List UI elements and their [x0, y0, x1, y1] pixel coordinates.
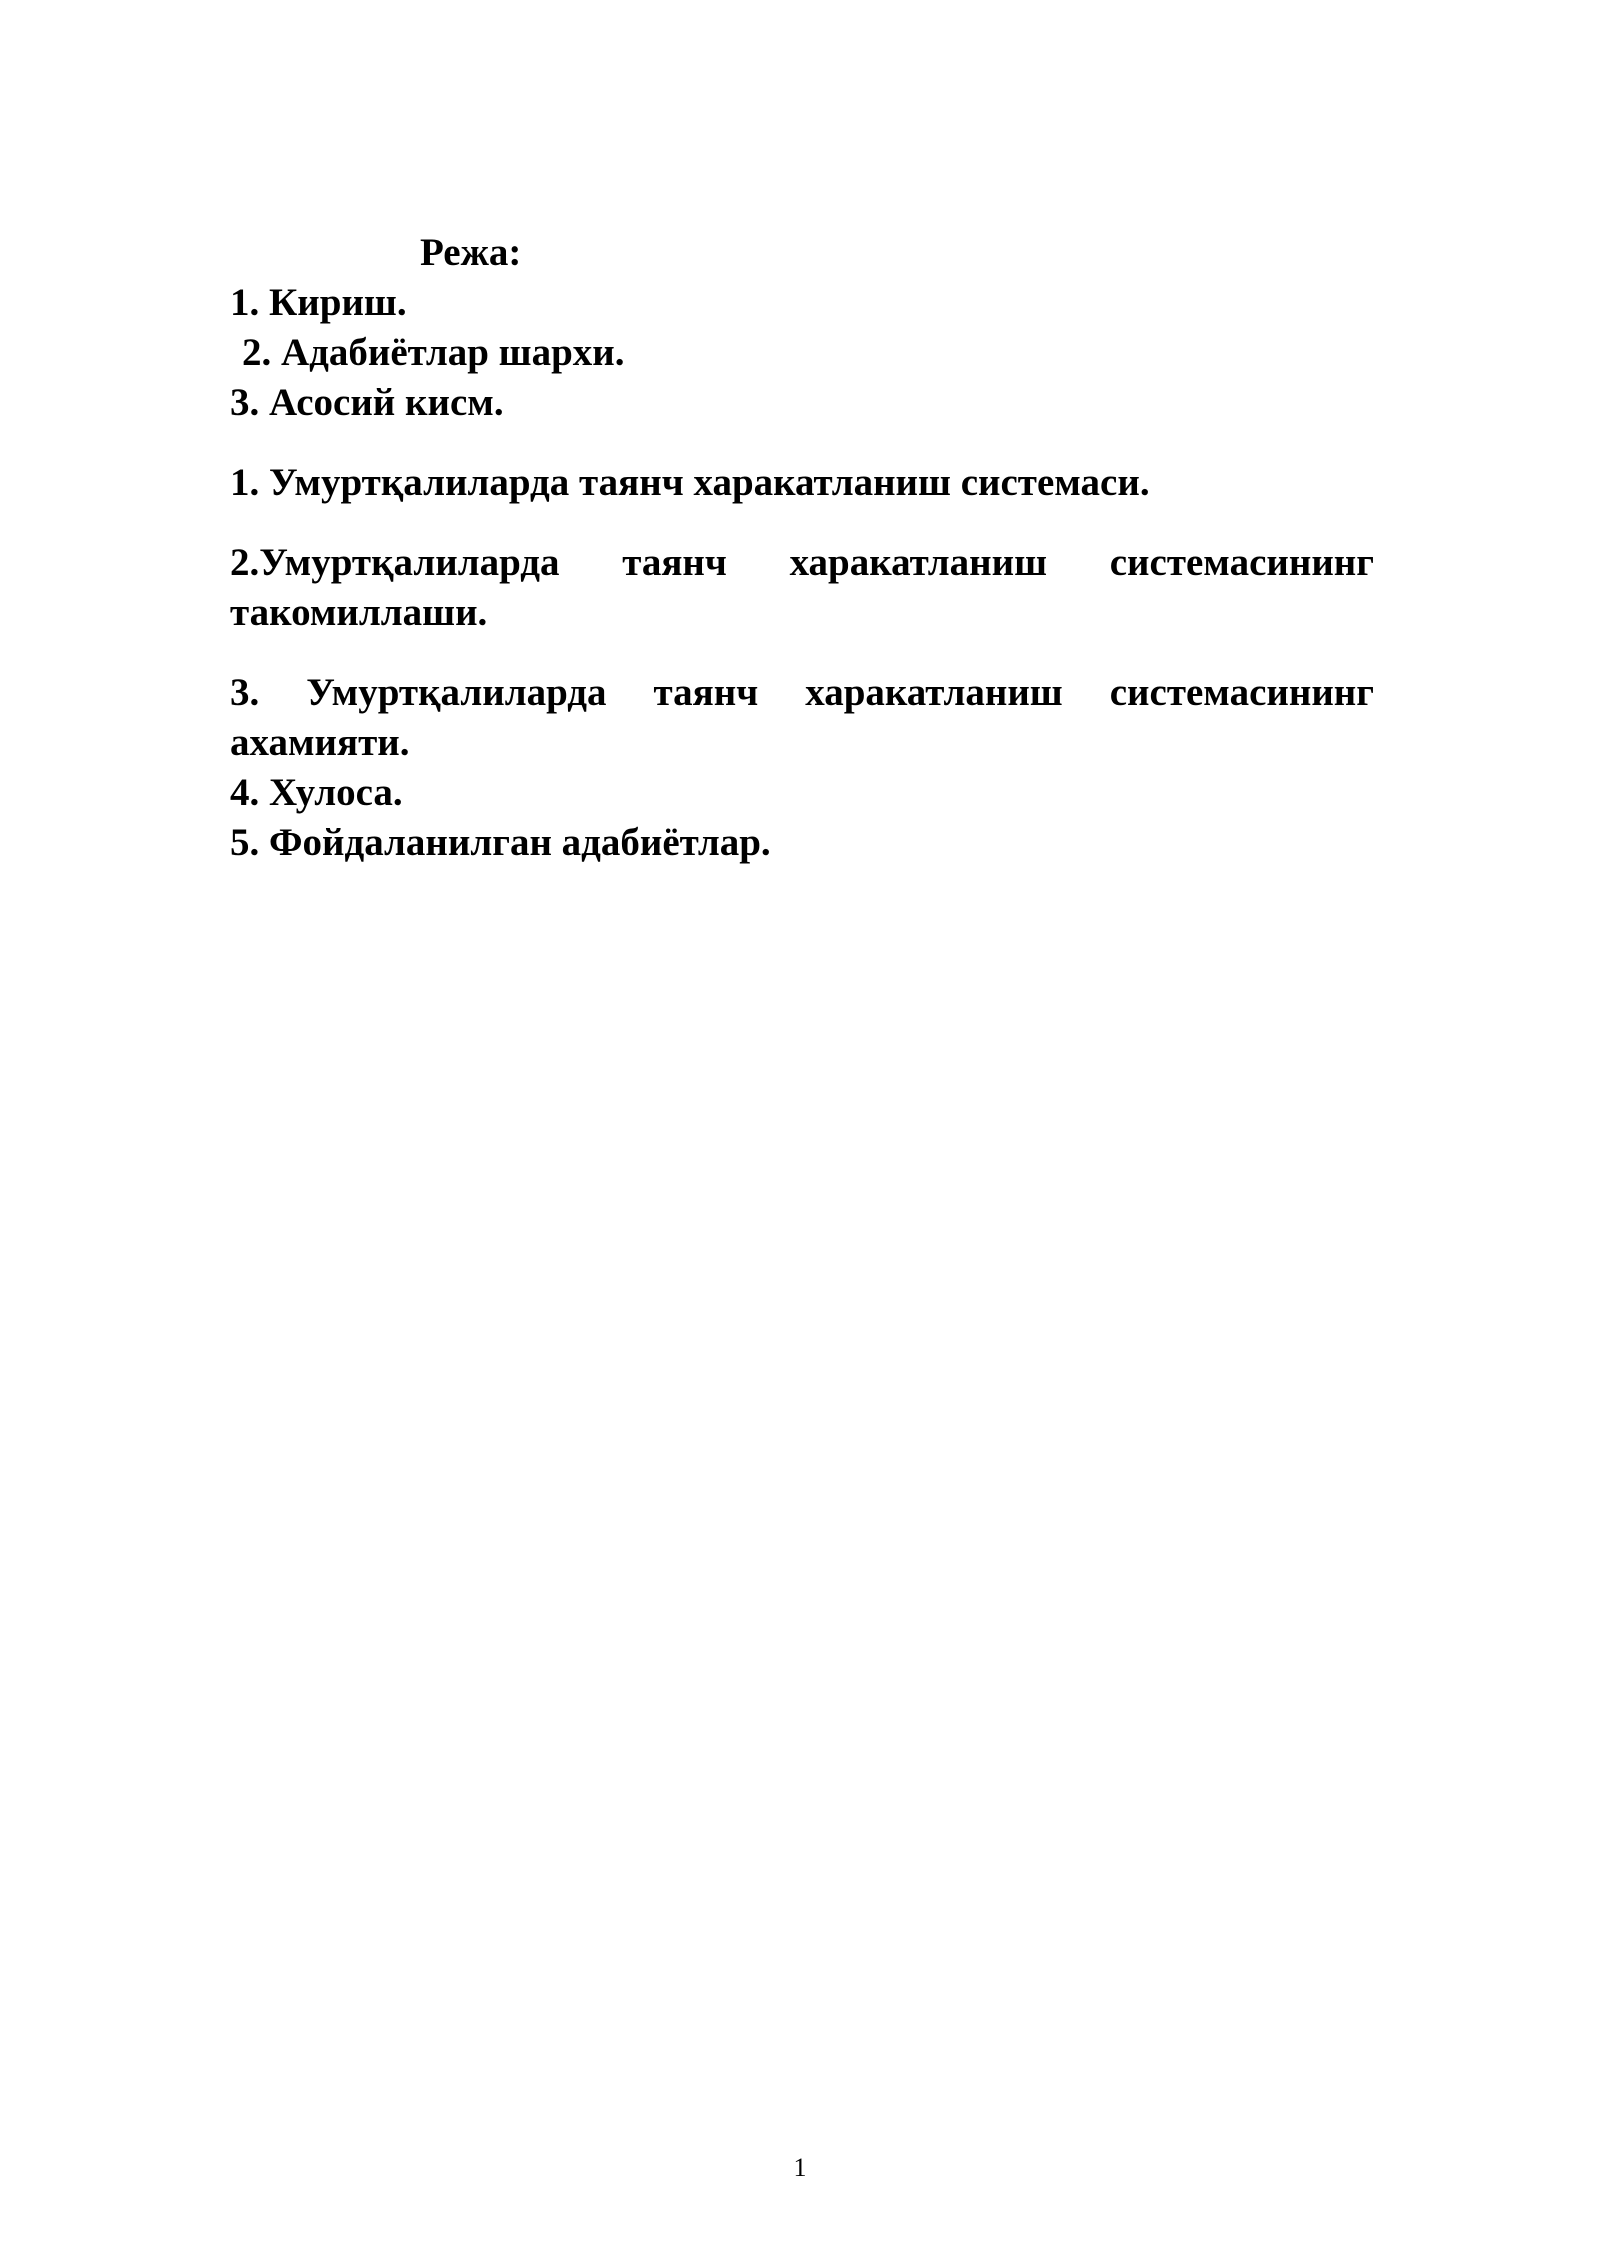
- plan-section: [230, 228, 1374, 868]
- plan-subitem-system-importance: 3. Умуртқалиларда таянч харакатланиш системасининг ахамияти.: [230, 671, 1374, 764]
- plan-subitem-system-improvement: 2.Умуртқалиларда таянч харакатланиш системасининг такомиллаши.: [230, 541, 1374, 634]
- plan-title: Режа:: [420, 231, 522, 274]
- plan-item-literature-review: 2. Адабиётлар шархи.: [242, 331, 625, 374]
- plan-item-introduction: 1. Кириш.: [230, 281, 407, 324]
- plan-item-main-part: 3. Асосий кисм.: [230, 381, 504, 424]
- page-number: 1: [793, 2153, 807, 2182]
- plan-subitem-support-system: 1. Умуртқалиларда таянч харакатланиш системаси.: [230, 461, 1150, 504]
- plan-item-conclusion: 4. Хулоса.: [230, 771, 403, 814]
- plan-item-references: 5. Фойдаланилган адабиётлар.: [230, 821, 771, 864]
